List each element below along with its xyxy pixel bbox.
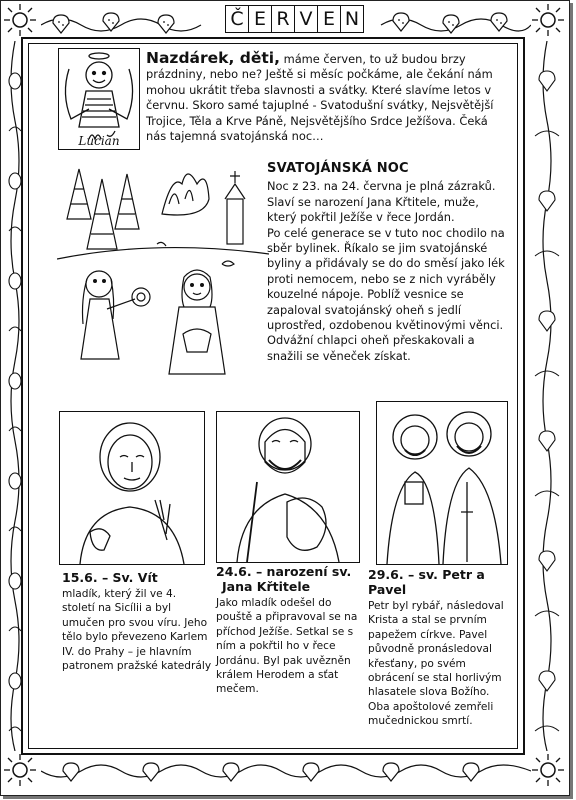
saint-text-line: ním a pokřtil ho v řece <box>216 640 336 653</box>
john-baptist-drawing <box>216 411 360 563</box>
saint-text-line: původně pronásledoval <box>368 643 492 656</box>
saint-text-line: křesťany, po svém <box>368 657 466 670</box>
saint-vitus-drawing <box>59 411 205 565</box>
intro-line: máme červen, to už budou brzy <box>283 52 466 66</box>
saint-text-line: umučen pro svou víru. Jeho <box>62 616 208 629</box>
saint-text-line: obrácení se stal horlivým <box>368 672 502 685</box>
intro-line: mohou ukrátit třeba slavnosti a svátky. Které slavíme letos v <box>146 82 492 97</box>
night-line: proti nemocem, nebo se z nich vyráběly <box>267 271 496 286</box>
saint-title: 29.6. – sv. Petr a <box>368 567 485 582</box>
saint-text-line: Oba apoštolové zemřeli <box>368 700 494 713</box>
strawberry-vine-bottom <box>41 759 531 789</box>
night-line: zapaloval svatojánský oheň s jedlí <box>267 302 462 317</box>
saint-caption <box>62 570 214 673</box>
saint-text-line: patronem pražské katedrály <box>62 660 212 673</box>
midsummer-drawing <box>57 159 269 389</box>
peter-paul-drawing <box>376 401 508 565</box>
angel-signature: Lucian <box>78 134 120 148</box>
intro-line: Trojice, Těla a Krve Páně, Nejsvětějšího Srdce Ježíšova. Čeká <box>146 113 488 128</box>
month-letter: R <box>271 5 295 33</box>
month-letter: E <box>317 5 341 33</box>
intro-greeting: Nazdárek, děti, <box>146 49 280 67</box>
saint-title: Pavel <box>368 582 407 597</box>
night-section <box>267 161 517 364</box>
saint-text-line: Petr byl rybář, následoval <box>368 600 504 612</box>
night-line: snažili se věneček získat. <box>267 348 411 363</box>
saint-title: 24.6. – narození sv. <box>216 564 352 579</box>
night-line: Odvážní chlapci oheň přeskakovali a <box>267 333 475 348</box>
intro-line: prázdniny, nebo ne? Ještě si měsíc počkáme, ale čekání nám <box>146 67 493 82</box>
sun-icon-bottom-left <box>3 753 37 787</box>
month-letter: E <box>248 5 272 33</box>
saint-caption <box>216 564 364 697</box>
flower-vine-icon-right <box>529 41 565 751</box>
saint-text-line: mečem. <box>216 683 259 696</box>
saint-text-line: Jako mladík odešel do <box>216 597 332 609</box>
intro-paragraph <box>146 51 506 144</box>
month-letter: N <box>340 5 364 33</box>
saint-text-line: mladík, který žil ve 4. <box>62 588 177 600</box>
sun-icon-bottom-right <box>531 753 565 787</box>
intro-line: červnu. Skoro samé tajuplné - Svatodušní svátky, Nejsvětější <box>146 98 494 113</box>
night-line: byliny a přidávaly se do do směsí jako lék <box>267 256 505 271</box>
night-line: kouzelné nápoje. Poblíž vesnice se <box>267 287 464 302</box>
night-line: uprostřed, ozdobenou květinovými věnci. <box>267 318 504 333</box>
night-line: který pokřtil Ježíše v řece Jordán. <box>267 210 455 225</box>
saint-text-line: králem Herodem a sťat <box>216 669 339 682</box>
night-line: Slaví se narození Jana Křtitele, muže, <box>267 194 479 209</box>
angel-drawing <box>58 48 140 150</box>
saint-text-line: papežem církve. Pavel <box>368 628 488 641</box>
night-line: Noc z 23. na 24. června je plná zázraků. <box>267 179 496 194</box>
saint-text-line: příchod Ježíše. Setkal se s <box>216 625 354 638</box>
night-title: SVATOJÁNSKÁ NOC <box>267 161 409 176</box>
month-letter: Č <box>225 5 249 33</box>
night-line: sběr bylinek. Říkalo se jim svatojánské <box>267 241 488 256</box>
saint-text-line: pouště a připravoval se na <box>216 611 358 624</box>
saint-text-line: Krista a stal se prvním <box>368 614 487 627</box>
sun-icon-top-right <box>531 3 565 37</box>
saint-title: 15.6. – Sv. Vít <box>62 570 158 585</box>
saint-text-line: mučednickou smrtí. <box>368 715 473 728</box>
month-title <box>225 5 363 33</box>
intro-line: nás tajemná svatojánská noc… <box>146 129 324 144</box>
saint-text-line: hlasatele slova Božího. <box>368 686 490 699</box>
saint-text-line: IV. do Prahy – je hlavním <box>62 645 192 658</box>
sun-icon-top-left <box>3 3 37 37</box>
night-line: Po celé generace se v tuto noc chodilo na <box>267 225 505 240</box>
saint-text-line: století na Sicílii a byl <box>62 602 172 615</box>
month-letter: V <box>294 5 318 33</box>
saint-text-line: Jordánu. Byl pak uvězněn <box>216 654 351 667</box>
saint-text-line: tělo bylo převezeno Karlem <box>62 631 208 644</box>
saint-caption <box>368 567 513 729</box>
saint-title: Jana Křtitele <box>222 579 311 594</box>
